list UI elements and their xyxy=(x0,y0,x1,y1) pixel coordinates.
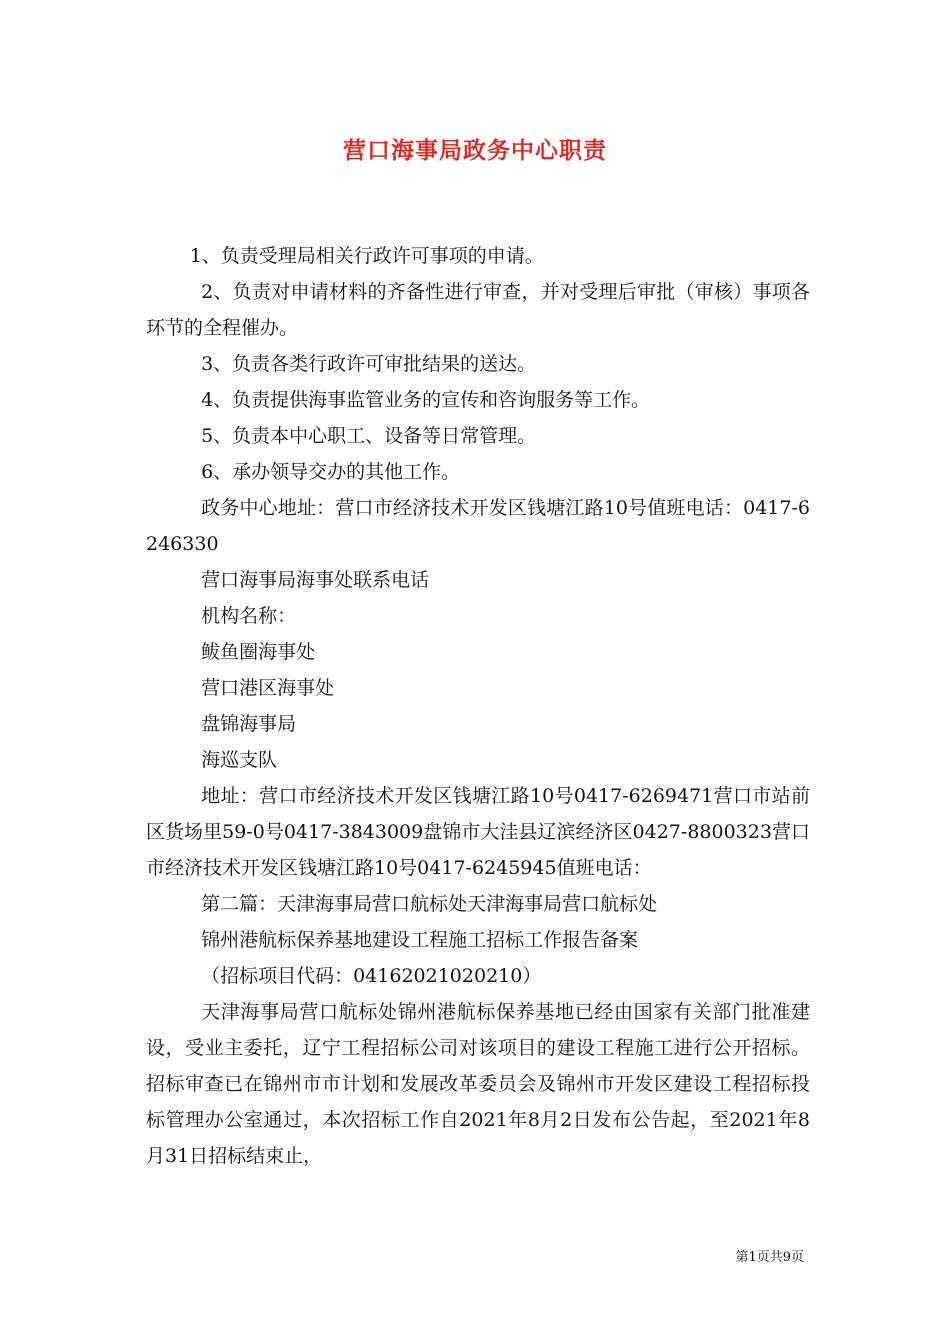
paragraph-contact-heading: 营口海事局海事处联系电话 xyxy=(201,569,430,591)
paragraph-report-body: 天津海事局营口航标处锦州港航标保养基地已经由国家有关部门批准建设，受业主委托，辽宁工程招标公司对该项目的建设工程施工进行公开招标。招标审查已在锦州市市计划和发展改革委员会及锦州市开发区建设工程招标投标管理办公室通过，本次招标工作自2021年8月2日发布公告起，至2021年8月31日招标结束止， xyxy=(146,1001,810,1167)
paragraph-duty-6: 6、承办领导交办的其他工作。 xyxy=(201,461,461,483)
paragraph-org-1: 鲅鱼圈海事处 xyxy=(201,641,316,663)
paragraph-center-address: 政务中心地址：营口市经济技术开发区钱塘江路10号值班电话：0417-6246330 xyxy=(146,497,810,555)
paragraph-report-title: 锦州港航标保养基地建设工程施工招标工作报告备案 xyxy=(201,929,639,951)
paragraph-project-code: （招标项目代码：04162021020210） xyxy=(201,965,542,987)
paragraph-org-3: 盘锦海事局 xyxy=(201,713,297,735)
paragraph-addresses: 地址：营口市经济技术开发区钱塘江路10号0417-6269471营口市站前区货场里59-0号0417-3843009盘锦市大洼县辽滨经济区0427-8800323营口市经济技术开发区钱塘江路10号0417-6245945值班电话： xyxy=(146,785,810,879)
paragraph-duty-3: 3、负责各类行政许可审批结果的送达。 xyxy=(201,353,537,375)
paragraph-duty-4: 4、负责提供海事监管业务的宣传和咨询服务等工作。 xyxy=(201,389,651,411)
paragraph-duty-5: 5、负责本中心职工、设备等日常管理。 xyxy=(201,425,537,447)
document-title: 营口海事局政务中心职责 xyxy=(343,137,607,164)
paragraph-duty-1: 1、负责受理局相关行政许可事项的申请。 xyxy=(189,245,544,267)
paragraph-org-4: 海巡支队 xyxy=(201,749,278,771)
page-number: 第1页共9页 xyxy=(735,1250,804,1265)
paragraph-org-2: 营口港区海事处 xyxy=(201,677,335,699)
paragraph-duty-2: 2、负责对申请材料的齐备性进行审查，并对受理后审批（审核）事项各环节的全程催办。 xyxy=(146,281,810,339)
paragraph-second-article-title: 第二篇：天津海事局营口航标处天津海事局营口航标处 xyxy=(201,893,658,915)
document-body xyxy=(146,238,810,1174)
paragraph-org-label: 机构名称： xyxy=(201,605,297,627)
